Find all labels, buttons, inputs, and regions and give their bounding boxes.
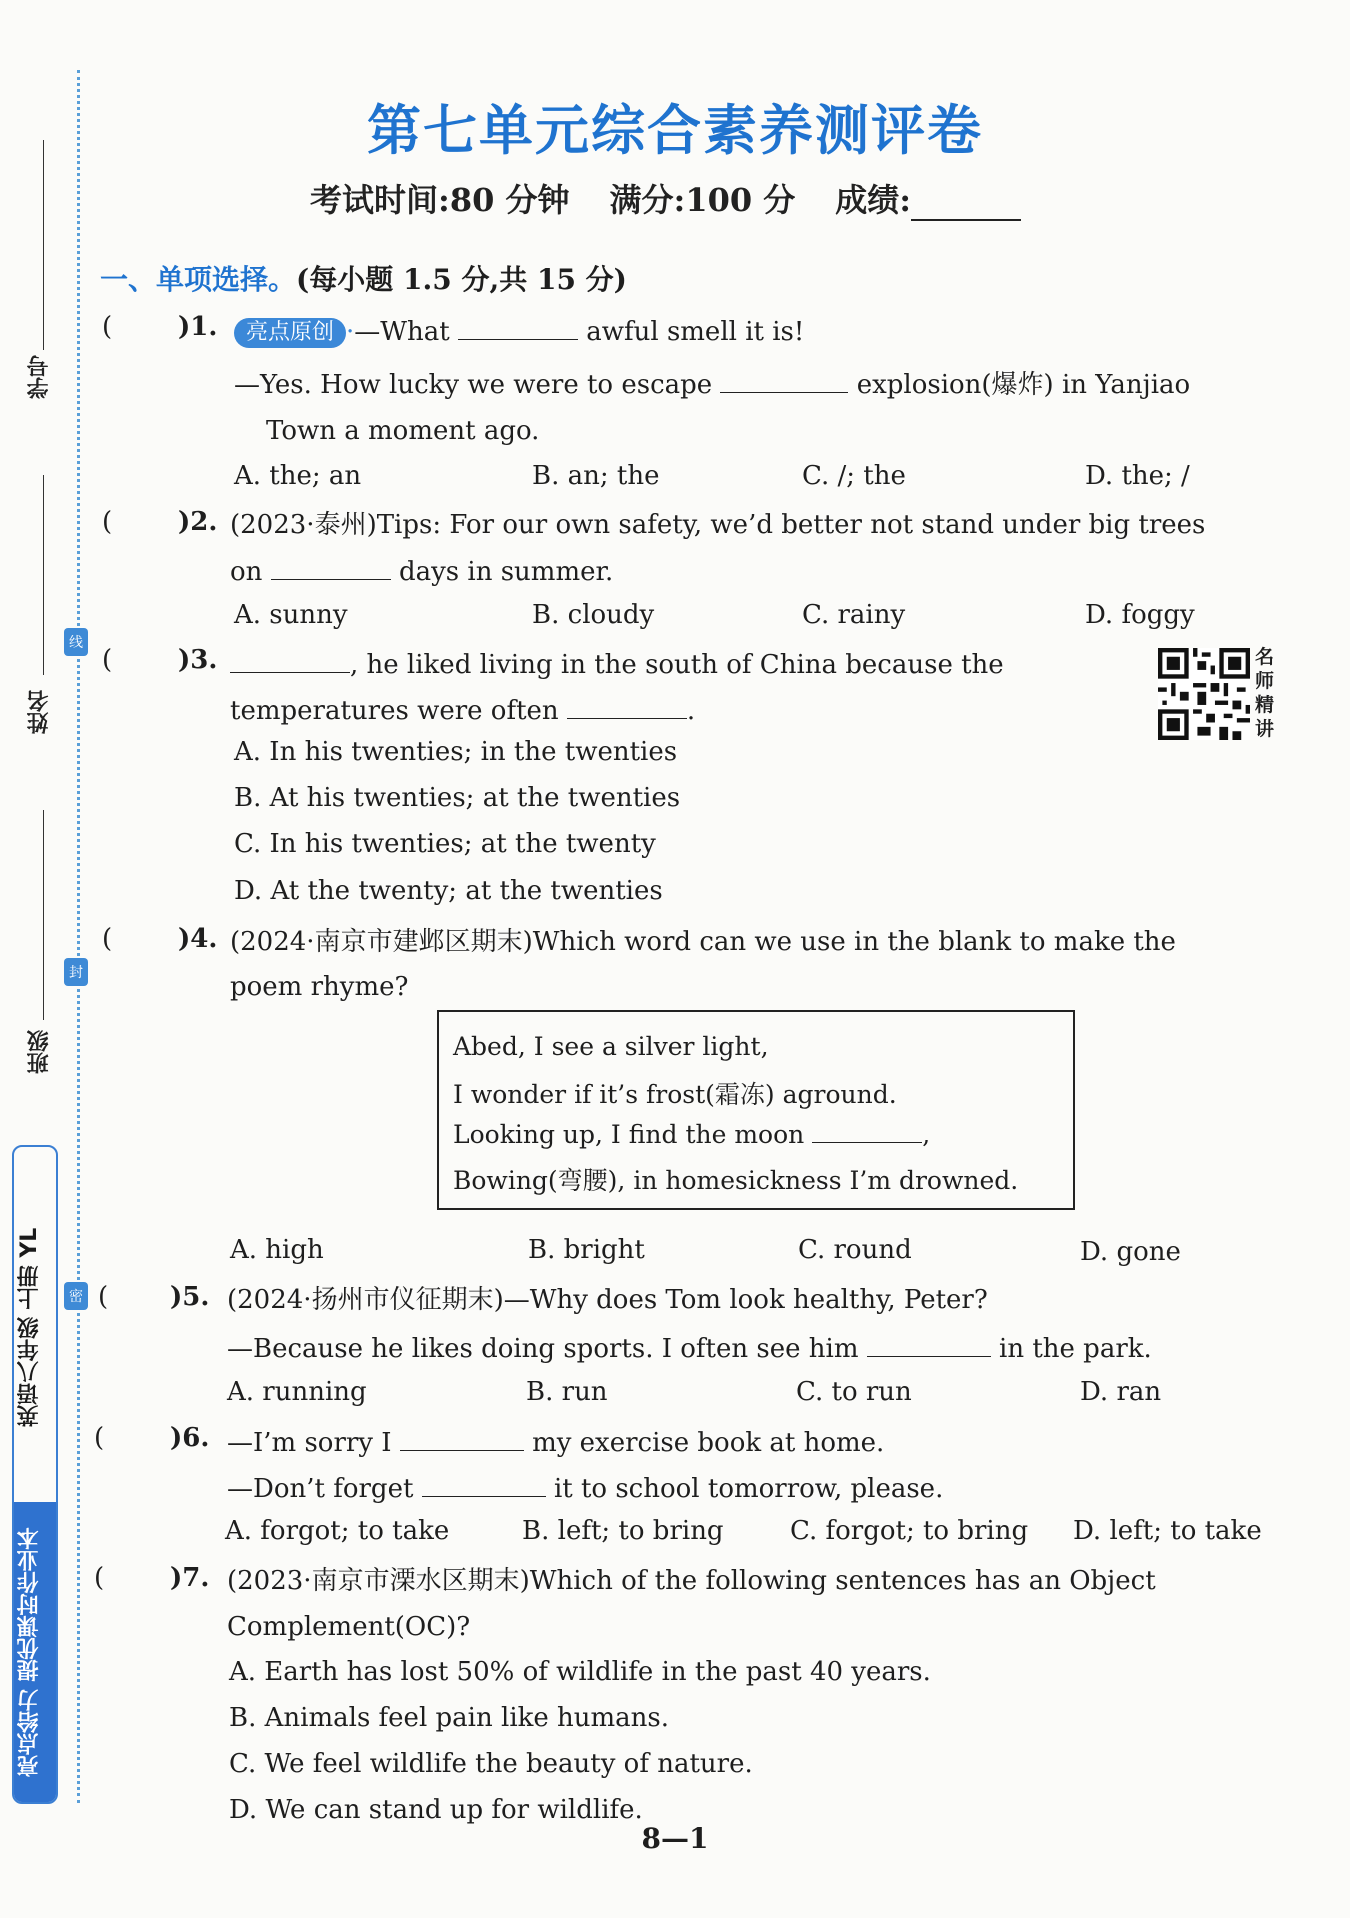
question-number: )4. <box>178 924 218 954</box>
answer-blank <box>720 366 848 393</box>
option-d: D. the; / <box>1085 461 1190 491</box>
q5-line-2: —Because he likes doing sports. I often see him in the park. <box>227 1330 1152 1366</box>
option-c: C. to run <box>796 1377 912 1407</box>
brand-series: 亮点给力 提优课时作业本 <box>17 1527 42 1777</box>
question-number: )3. <box>178 645 218 675</box>
option-a: A. Earth has lost 50% of wildlife in the past 40 years. <box>229 1657 931 1687</box>
option-b: B. cloudy <box>532 600 655 630</box>
cut-mark-line: 线 <box>64 628 88 656</box>
option-c: C. We feel wildlife the beauty of nature. <box>229 1749 753 1779</box>
option-d: D. ran <box>1080 1377 1162 1407</box>
q4-line-1: (2024·南京市建邺区期末)Which word can we use in the blank to make the <box>230 927 1176 957</box>
option-a: A. sunny <box>234 600 348 630</box>
name-label: 姓名 <box>27 690 52 734</box>
question-number: )1. <box>178 312 218 342</box>
question-number: )2. <box>178 507 218 537</box>
original-tag: 亮点原创 <box>234 318 346 348</box>
option-c: C. /; the <box>802 461 906 491</box>
option-d: D. gone <box>1080 1237 1181 1267</box>
q5-line-1: (2024·扬州市仪征期末)—Why does Tom look healthy, Peter? <box>227 1285 988 1315</box>
poem-line-4: Bowing(弯腰), in homesickness I’m drowned. <box>453 1166 1019 1195</box>
option-b: B. an; the <box>532 461 660 491</box>
option-b: B. left; to bring <box>522 1516 724 1546</box>
student-id-line <box>43 140 44 350</box>
qr-code-icon[interactable] <box>1158 648 1250 740</box>
cut-mark-seal: 封 <box>64 958 88 986</box>
q7-line-1: (2023·南京市溧水区期末)Which of the following sentences has an Object <box>227 1566 1156 1596</box>
answer-paren: ( <box>94 1563 105 1593</box>
class-line <box>43 810 44 1020</box>
poem-line-1: Abed, I see a silver light, <box>453 1032 769 1061</box>
answer-paren: ( <box>102 507 113 537</box>
question-number: )5. <box>170 1282 210 1312</box>
answer-blank <box>422 1470 546 1497</box>
option-b: B. At his twenties; at the twenties <box>234 783 681 813</box>
poem-box <box>437 1010 1075 1210</box>
option-b: B. run <box>526 1377 608 1407</box>
section-title: 一、单项选择。 <box>100 263 297 296</box>
page-number: 8—1 <box>641 1822 709 1855</box>
option-b: B. bright <box>528 1235 645 1265</box>
answer-paren: ( <box>98 1282 109 1312</box>
answer-blank <box>867 1330 991 1357</box>
grade-blank <box>911 191 1021 221</box>
answer-paren: ( <box>102 645 113 675</box>
q2-line-1: (2023·泰州)Tips: For our own safety, we’d better not stand under big trees <box>230 510 1206 540</box>
q4-line-2: poem rhyme? <box>230 972 409 1002</box>
exam-full-score: 满分:100 分 <box>609 181 796 219</box>
option-a: A. In his twenties; in the twenties <box>234 737 678 767</box>
option-c: C. rainy <box>802 600 906 630</box>
q3-line-2: temperatures were often . <box>230 692 695 728</box>
answer-blank <box>400 1424 524 1451</box>
answer-paren: ( <box>94 1423 105 1453</box>
student-id-label: 学号 <box>27 355 52 399</box>
binding-margin <box>0 0 84 1918</box>
brand-strip <box>12 1145 58 1804</box>
q2-line-2: on days in summer. <box>230 553 613 589</box>
option-d: D. left; to take <box>1073 1516 1262 1546</box>
section-note: (每小题 1.5 分,共 15 分) <box>296 263 627 296</box>
poem-line-2: I wonder if it’s frost(霜冻) aground. <box>453 1080 897 1109</box>
answer-blank <box>812 1118 922 1143</box>
brand-grade: 英语八年级 上册 YL <box>17 1227 42 1427</box>
q1-line-3: Town a moment ago. <box>266 416 540 446</box>
option-b: B. Animals feel pain like humans. <box>229 1703 670 1733</box>
option-c: C. forgot; to bring <box>790 1516 1029 1546</box>
section-heading <box>100 258 627 298</box>
option-a: A. high <box>230 1235 324 1265</box>
option-c: C. In his twenties; at the twenty <box>234 829 656 859</box>
q1-line-1: 亮点原创 ·—What awful smell it is! <box>234 313 804 349</box>
answer-blank <box>458 313 578 340</box>
option-a: A. forgot; to take <box>225 1516 450 1546</box>
class-label: 班级 <box>27 1030 52 1074</box>
answer-paren: ( <box>102 312 113 342</box>
question-number: )6. <box>170 1423 210 1453</box>
answer-paren: ( <box>102 924 113 954</box>
option-a: A. running <box>227 1377 367 1407</box>
option-c: C. round <box>798 1235 912 1265</box>
cut-line <box>77 70 80 1803</box>
question-number: )7. <box>170 1563 210 1593</box>
answer-blank <box>271 553 391 580</box>
q6-line-1: —I’m sorry I my exercise book at home. <box>227 1424 884 1460</box>
q6-line-2: —Don’t forget it to school tomorrow, please. <box>227 1470 943 1506</box>
answer-blank <box>567 692 687 719</box>
page-title: 第七单元综合素养测评卷 <box>367 99 983 162</box>
option-d: D. We can stand up for wildlife. <box>229 1795 643 1825</box>
exam-grade-label: 成绩: <box>835 181 912 219</box>
poem-line-3: Looking up, I find the moon , <box>453 1120 931 1149</box>
qr-caption: 名师精讲 <box>1255 646 1275 740</box>
option-a: A. the; an <box>234 461 362 491</box>
q7-line-2: Complement(OC)? <box>227 1612 471 1642</box>
answer-blank <box>230 646 350 673</box>
option-d: D. At the twenty; at the twenties <box>234 876 663 906</box>
q1-line-2: —Yes. How lucky we were to escape explosion(爆炸) in Yanjiao <box>234 366 1190 402</box>
exam-info <box>310 175 1021 221</box>
q3-line-1: , he liked living in the south of China because the <box>230 646 1004 682</box>
name-line <box>43 475 44 675</box>
cut-mark-secret: 密 <box>64 1282 88 1310</box>
exam-time: 考试时间:80 分钟 <box>310 181 570 219</box>
option-d: D. foggy <box>1085 600 1195 630</box>
